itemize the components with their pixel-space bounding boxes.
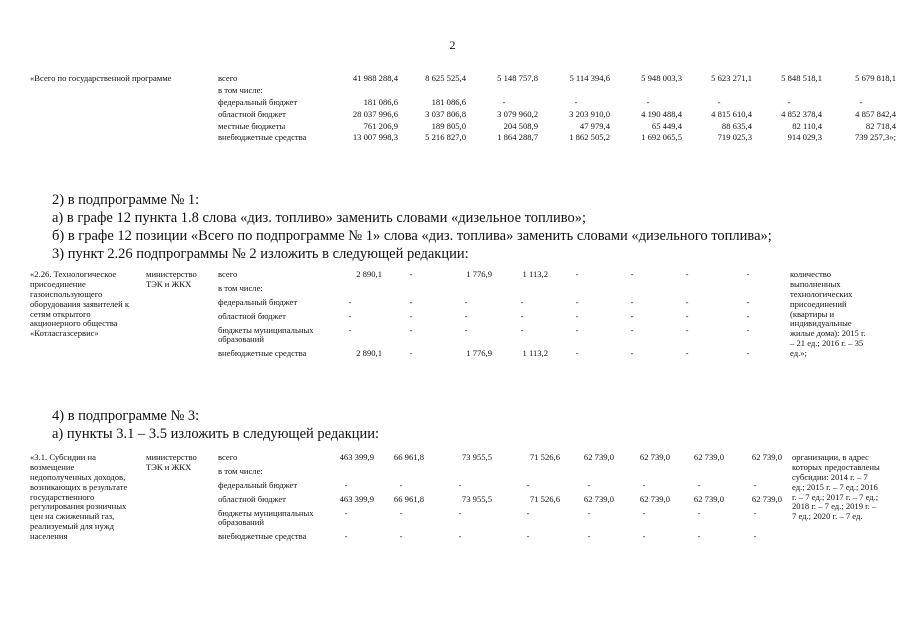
value-cell: 88 635,4 xyxy=(721,120,752,131)
value-cell: - xyxy=(587,507,591,518)
value-cell: 1 113,2 xyxy=(522,269,548,279)
item-title: «2.26. Технологическое присоединение газоиспользующего оборудования заявителей к сетям открытого акционерного общества «Котласгазсервис» xyxy=(30,269,130,339)
page-number: 2 xyxy=(449,38,456,52)
executor-cell: министерство ТЭК и ЖКХ xyxy=(146,452,197,472)
value-cell: 181 086,6 xyxy=(363,96,398,107)
value-cell: - xyxy=(717,96,721,107)
funding-source-label: внебюджетные средства xyxy=(218,132,307,143)
value-cell xyxy=(426,467,494,481)
funding-source-label: бюджеты муниципальных образований xyxy=(218,324,314,345)
funding-source-label: всего xyxy=(218,452,238,462)
value-cell: - xyxy=(646,96,650,107)
value-cell: - xyxy=(399,479,403,490)
value-cell: 65 449,4 xyxy=(651,120,682,131)
value-cell xyxy=(824,86,898,98)
value-cell: 82 718,4 xyxy=(865,120,896,131)
instruction-line: а) в графе 12 пункта 1.8 слова «диз. топливо» заменить словами «дизельное топливо»; xyxy=(52,210,587,226)
value-cell: - xyxy=(642,531,646,542)
value-cell: 62 739,0 xyxy=(639,493,670,504)
funding-source-label: федеральный бюджет xyxy=(218,296,298,307)
value-cell: - xyxy=(575,296,579,307)
value-cell: - xyxy=(520,324,524,335)
value-cell: - xyxy=(399,507,403,518)
item-title: «3.1. Субсидии на возмещение недополученных доходов, возникающих в результате государственного регулирования розничных цен на сжиженный газ, реализуемый для нужд населения xyxy=(30,452,128,541)
funding-source-label: в том числе: xyxy=(218,465,263,476)
funding-source-label: местные бюджеты xyxy=(218,120,286,131)
value-cell xyxy=(604,284,660,298)
value-cell: - xyxy=(526,507,530,518)
result-cell: организации, в адрес которых предоставлены субсидии: 2014 г. – 7 ед.; 2015 г. – 7 ед.; 2016 г. – 7 ед.; 2017 г. – 7 ед.; 2018 г. – 7 ед.; 2019 г. – 7 ед.; 2020 г. – 7 ед. xyxy=(792,452,880,522)
value-cell: 181 086,6 xyxy=(431,96,466,107)
program-total-table xyxy=(30,74,898,145)
value-cell: - xyxy=(630,310,634,321)
value-cell: - xyxy=(409,348,413,359)
value-cell: - xyxy=(859,96,863,107)
funding-source-label: областной бюджет xyxy=(218,108,286,119)
value-cell: 73 955,5 xyxy=(461,493,492,504)
value-cell: 13 007 998,3 xyxy=(352,132,398,143)
value-cell: - xyxy=(458,479,462,490)
value-cell: - xyxy=(685,348,689,359)
value-cell xyxy=(550,284,604,298)
value-cell: 1 692 065,5 xyxy=(641,132,682,143)
funding-source-label: всего xyxy=(218,73,238,83)
value-cell: - xyxy=(787,96,791,107)
value-cell: 5 623 271,1 xyxy=(711,73,752,83)
value-cell: - xyxy=(520,310,524,321)
funding-source-label: в том числе: xyxy=(218,282,263,293)
funding-source-label: федеральный бюджет xyxy=(218,96,298,107)
value-cell: 73 955,5 xyxy=(461,452,492,462)
value-cell: 463 399,9 xyxy=(339,452,374,462)
value-cell xyxy=(316,284,384,298)
value-cell xyxy=(726,467,784,481)
funding-source-label: внебюджетные средства xyxy=(218,348,307,359)
item-2-26-table xyxy=(30,270,868,363)
funding-source-label: бюджеты муниципальных образований xyxy=(218,507,314,528)
value-cell: 71 526,6 xyxy=(529,493,560,504)
value-cell: - xyxy=(409,310,413,321)
value-cell: 719 025,3 xyxy=(717,132,752,143)
value-cell: - xyxy=(685,296,689,307)
value-cell: - xyxy=(753,479,757,490)
funding-source-label: всего xyxy=(218,269,238,279)
value-cell: - xyxy=(458,531,462,542)
value-cell xyxy=(468,86,540,98)
value-cell: - xyxy=(642,479,646,490)
value-cell xyxy=(494,284,550,298)
value-cell: 739 257,3»; xyxy=(854,132,896,143)
value-cell: - xyxy=(575,269,579,279)
value-cell: 62 739,0 xyxy=(693,452,724,462)
value-cell: 3 203 910,0 xyxy=(569,108,610,119)
value-cell: - xyxy=(587,531,591,542)
value-cell: - xyxy=(746,296,750,307)
value-cell: - xyxy=(746,269,750,279)
item-3-1-table xyxy=(30,453,880,546)
value-cell: 1 776,9 xyxy=(466,348,492,359)
instruction-line: а) пункты 3.1 – 3.5 изложить в следующей редакции: xyxy=(52,426,380,442)
value-cell: - xyxy=(685,324,689,335)
value-cell: 204 508,9 xyxy=(503,120,538,131)
value-cell: - xyxy=(575,324,579,335)
value-cell: 5 114 394,6 xyxy=(569,73,610,83)
value-cell: 2 890,1 xyxy=(356,348,382,359)
value-cell: - xyxy=(685,310,689,321)
value-cell: - xyxy=(526,531,530,542)
value-cell xyxy=(754,86,824,98)
value-cell: 2 890,1 xyxy=(356,269,382,279)
value-cell xyxy=(438,284,494,298)
value-cell: 5 948 003,3 xyxy=(641,73,682,83)
value-cell: 66 961,8 xyxy=(393,493,424,504)
value-cell: - xyxy=(458,507,462,518)
value-cell: - xyxy=(697,479,701,490)
value-cell: - xyxy=(630,324,634,335)
value-cell xyxy=(494,467,562,481)
value-cell xyxy=(376,467,426,481)
instruction-line: 4) в подпрограмме № 3: xyxy=(52,408,200,424)
value-cell: - xyxy=(409,296,413,307)
value-cell: 47 979,4 xyxy=(579,120,610,131)
value-cell: 5 148 757,8 xyxy=(497,73,538,83)
value-cell: - xyxy=(348,310,352,321)
value-cell: 62 739,0 xyxy=(639,452,670,462)
value-cell: - xyxy=(746,348,750,359)
value-cell: - xyxy=(526,479,530,490)
value-cell: 62 739,0 xyxy=(583,493,614,504)
item-title: «Всего по государственной программе xyxy=(30,73,172,83)
value-cell: - xyxy=(344,479,348,490)
value-cell: - xyxy=(753,507,757,518)
value-cell: 4 852 378,4 xyxy=(781,108,822,119)
value-cell: 189 805,0 xyxy=(431,120,466,131)
value-cell xyxy=(316,86,400,98)
value-cell: - xyxy=(630,269,634,279)
value-cell: - xyxy=(746,324,750,335)
value-cell: - xyxy=(642,507,646,518)
value-cell xyxy=(612,86,684,98)
value-cell: 66 961,8 xyxy=(393,452,424,462)
funding-source-label: областной бюджет xyxy=(218,310,286,321)
value-cell: 62 739,0 xyxy=(751,493,782,504)
value-cell xyxy=(672,467,726,481)
value-cell: - xyxy=(574,96,578,107)
table-row xyxy=(30,74,898,86)
value-cell: 82 110,4 xyxy=(792,120,822,131)
value-cell xyxy=(384,284,438,298)
value-cell xyxy=(660,284,714,298)
value-cell: 62 739,0 xyxy=(751,452,782,462)
value-cell: 41 988 288,4 xyxy=(352,73,398,83)
executor-cell: министерство ТЭК и ЖКХ xyxy=(146,269,197,289)
value-cell: 5 216 827,0 xyxy=(425,132,466,143)
value-cell: - xyxy=(697,507,701,518)
value-cell: 4 857 842,4 xyxy=(855,108,896,119)
value-cell: 62 739,0 xyxy=(693,493,724,504)
result-cell: количество выполненных технологических присоединений (квартиры и индивидуальные жилые дома): 2015 г. – 21 ед.; 2016 г. – 35 ед.»; xyxy=(790,269,866,358)
instruction-line: б) в графе 12 позиции «Всего по подпрограмме № 1» слова «диз. топлива» заменить словами «дизельного топлива»; xyxy=(52,228,772,244)
value-cell: 761 206,9 xyxy=(363,120,398,131)
value-cell: - xyxy=(344,531,348,542)
value-cell: - xyxy=(575,310,579,321)
value-cell: 1 776,9 xyxy=(466,269,492,279)
value-cell: - xyxy=(746,310,750,321)
value-cell: - xyxy=(464,324,468,335)
value-cell: - xyxy=(630,296,634,307)
value-cell: 5 679 818,1 xyxy=(855,73,896,83)
value-cell: - xyxy=(348,324,352,335)
table-row xyxy=(30,453,880,467)
value-cell: - xyxy=(399,531,403,542)
value-cell xyxy=(616,467,672,481)
value-cell: - xyxy=(753,531,757,542)
value-cell: - xyxy=(685,269,689,279)
value-cell: - xyxy=(587,479,591,490)
funding-source-label: областной бюджет xyxy=(218,493,286,504)
value-cell xyxy=(714,284,782,298)
value-cell: 3 079 960,2 xyxy=(497,108,538,119)
value-cell: - xyxy=(575,348,579,359)
value-cell xyxy=(400,86,468,98)
value-cell: 4 190 488,4 xyxy=(641,108,682,119)
value-cell: - xyxy=(520,296,524,307)
value-cell: 62 739,0 xyxy=(583,452,614,462)
value-cell: 28 037 996,6 xyxy=(352,108,398,119)
value-cell: - xyxy=(409,269,413,279)
value-cell xyxy=(562,467,616,481)
value-cell: 5 848 518,1 xyxy=(781,73,822,83)
value-cell xyxy=(540,86,612,98)
value-cell: 8 625 525,4 xyxy=(425,73,466,83)
value-cell: 1 113,2 xyxy=(522,348,548,359)
value-cell: - xyxy=(409,324,413,335)
value-cell: 914 029,3 xyxy=(787,132,822,143)
value-cell xyxy=(684,86,754,98)
value-cell: 3 037 806,8 xyxy=(425,108,466,119)
value-cell: - xyxy=(630,348,634,359)
instruction-line: 2) в подпрограмме № 1: xyxy=(52,192,200,208)
value-cell: 4 815 610,4 xyxy=(711,108,752,119)
value-cell: 1 864 288,7 xyxy=(497,132,538,143)
funding-source-label: в том числе: xyxy=(218,84,263,95)
value-cell: - xyxy=(502,96,506,107)
value-cell: - xyxy=(344,507,348,518)
value-cell: - xyxy=(464,296,468,307)
table-row xyxy=(30,270,868,284)
value-cell xyxy=(316,467,376,481)
funding-source-label: внебюджетные средства xyxy=(218,531,307,542)
funding-source-label: федеральный бюджет xyxy=(218,479,298,490)
value-cell: 463 399,9 xyxy=(339,493,374,504)
value-cell: 1 862 505,2 xyxy=(569,132,610,143)
value-cell: - xyxy=(464,310,468,321)
value-cell: - xyxy=(697,531,701,542)
value-cell: 71 526,6 xyxy=(529,452,560,462)
value-cell: - xyxy=(348,296,352,307)
instruction-line: 3) пункт 2.26 подпрограммы № 2 изложить в следующей редакции: xyxy=(52,246,469,262)
